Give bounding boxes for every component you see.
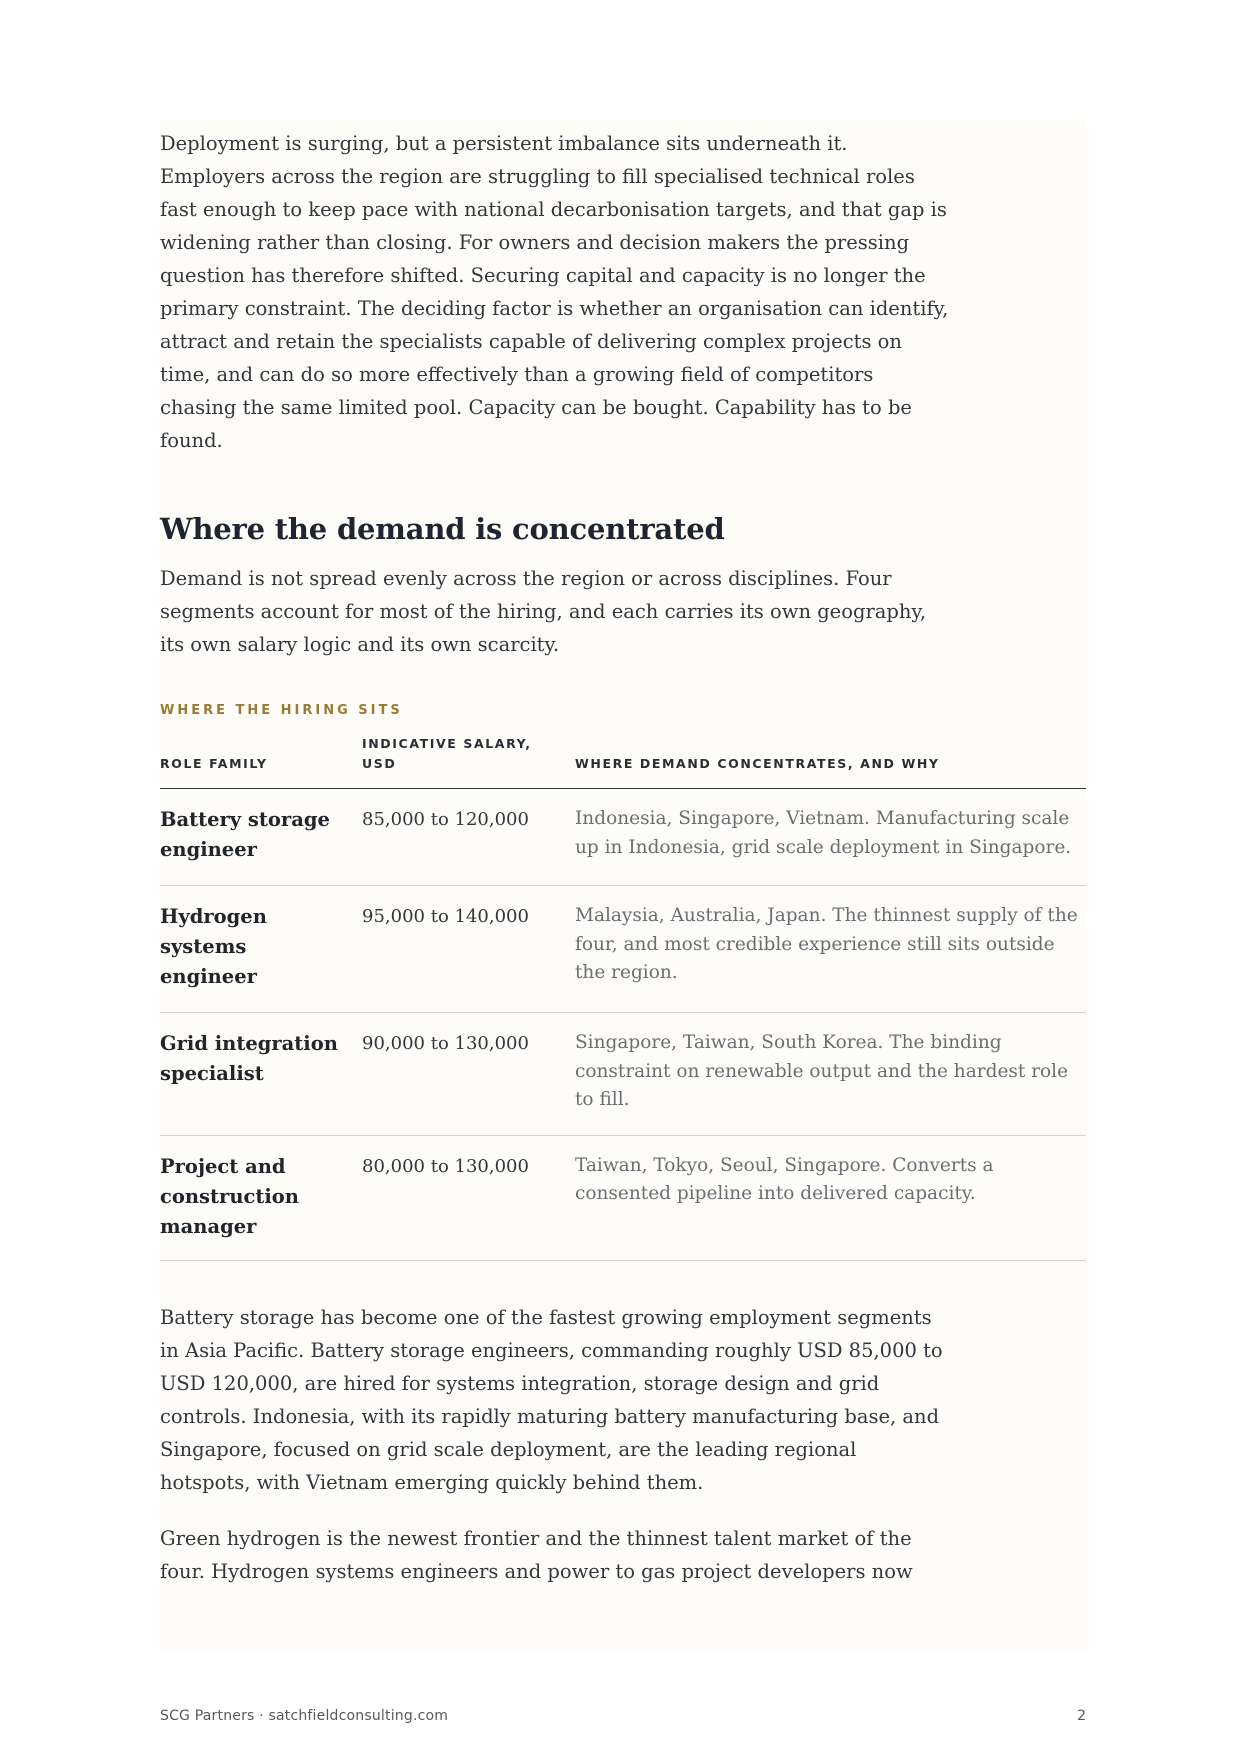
- where-cell: Singapore, Taiwan, South Korea. The binding constraint on renewable output and the hardest role to fill.: [575, 1032, 1069, 1110]
- where-cell: Indonesia, Singapore, Vietnam. Manufacturing scale up in Indonesia, grid scale deployment in Singapore.: [575, 808, 1072, 858]
- salary-cell: 90,000 to 130,000: [362, 1033, 529, 1054]
- table-header-row: [160, 734, 1086, 789]
- table-row: [160, 789, 1086, 886]
- page-number: 2: [1077, 1708, 1086, 1724]
- table-row: [160, 886, 1086, 1013]
- footer-source: SCG Partners · satchfieldconsulting.com: [160, 1708, 449, 1724]
- body-paragraph-battery: Battery storage has become one of the fastest growing employment segments in Asia Pacific. Battery storage engineers, commanding roughly USD 85,000 to USD 120,000, are hired for systems integration, storage design and grid controls. Indonesia, with its rapidly maturing battery manufacturing base, and Singapore, focused on grid scale deployment, are the leading regional hotspots, with Vietnam emerging quickly behind them.: [160, 1305, 943, 1494]
- role-cell: Grid integration specialist: [160, 1032, 338, 1085]
- body-paragraph-hydrogen: Green hydrogen is the newest frontier and the thinnest talent market of the four. Hydrogen systems engineers and power to gas project developers now: [160, 1526, 913, 1583]
- page-content: [160, 127, 1086, 1588]
- header-role-family: ROLE FAMILY: [160, 756, 268, 771]
- intro-paragraph: Deployment is surging, but a persistent imbalance sits underneath it. Employers across the region are struggling to fill specialised technical roles fast enough to keep pace with national decarbonisation targets, and that gap is widening rather than closing. For owners and decision makers the pressing question has therefore shifted. Securing capital and capacity is no longer the primary constraint. The deciding factor is whether an organisation can identify, attract and retain the specialists capable of delivering complex projects on time, and can do so more effectively than a growing field of competitors chasing the same limited pool. Capacity can be bought. Capability has to be found.: [160, 132, 949, 452]
- where-cell: Malaysia, Australia, Japan. The thinnest supply of the four, and most credible experience still sits outside the region.: [575, 905, 1078, 983]
- table-row: [160, 1136, 1086, 1261]
- role-cell: Project and construction manager: [160, 1154, 299, 1238]
- table-row: [160, 1013, 1086, 1136]
- table-kicker: WHERE THE HIRING SITS: [160, 703, 403, 718]
- section-paragraph: Demand is not spread evenly across the region or across disciplines. Four segments account for most of the hiring, and each carries its own geography, its own salary logic and its own scarcity.: [160, 567, 927, 656]
- role-cell: Hydrogen systems engineer: [160, 905, 267, 988]
- section-heading: Where the demand is concentrated: [160, 512, 725, 546]
- header-where-demand: WHERE DEMAND CONCENTRATES, AND WHY: [575, 756, 940, 771]
- header-indicative-salary: INDICATIVE SALARY, USD: [362, 736, 532, 771]
- salary-cell: 95,000 to 140,000: [362, 906, 529, 927]
- salary-cell: 85,000 to 120,000: [362, 809, 529, 830]
- where-cell: Taiwan, Tokyo, Seoul, Singapore. Converts a consented pipeline into delivered capacity.: [575, 1154, 994, 1204]
- salary-cell: 80,000 to 130,000: [362, 1155, 529, 1177]
- role-cell: Battery storage engineer: [160, 808, 330, 861]
- hiring-table: [160, 734, 1086, 1261]
